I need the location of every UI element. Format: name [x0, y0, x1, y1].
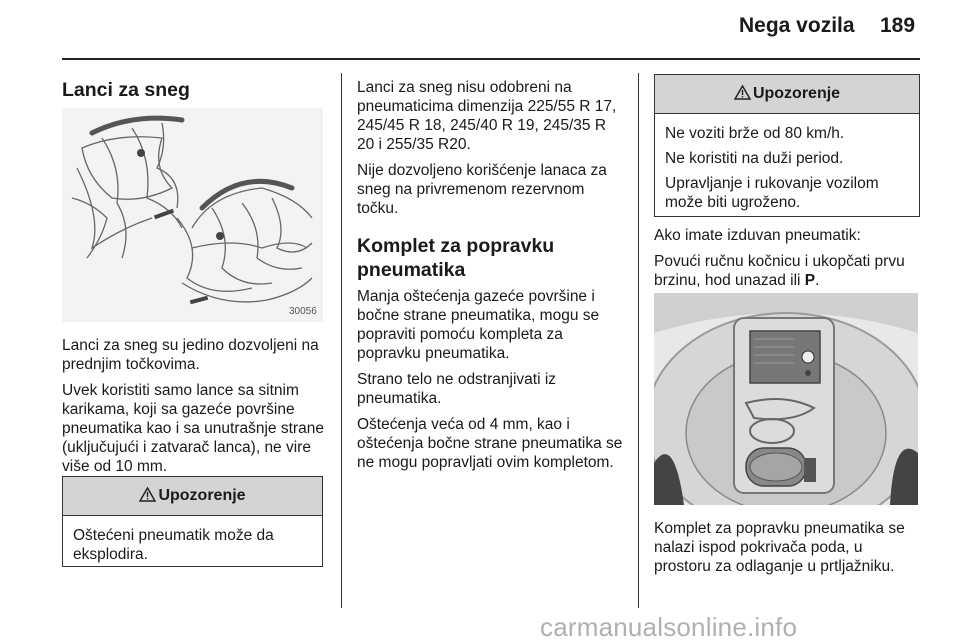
paragraph-end: .	[815, 272, 820, 289]
figure-id: 30056	[289, 306, 317, 317]
paragraph: Ako imate izduvan pneumatik:	[654, 227, 861, 244]
paragraph: Oštećenja veća od 4 mm, kao i oštećenja bočne strane pneumatika se ne mogu popravljati ovim kompletom.	[357, 416, 623, 471]
paragraph: Strano telo ne odstranjivati iz pneumatika.	[357, 371, 557, 407]
warning-header	[63, 477, 322, 516]
paragraph: Uvek koristiti samo lance sa sitnim karikama, koji sa gazeće površine pneumatika kao i sa unutrašnje strane (uključujući i zatvarač lanca), ne vire više od 10 mm.	[62, 382, 324, 475]
left-column-heading-wrap	[62, 78, 332, 102]
right-column-text-bottom	[654, 519, 922, 583]
left-column-text	[62, 336, 330, 483]
trunk-repair-kit-illustration	[654, 293, 918, 505]
warning-text: Oštećeni pneumatik može da eksplodira.	[73, 527, 274, 563]
paragraph	[654, 252, 920, 290]
column-divider-1	[341, 73, 342, 608]
warning-line: Upravljanje i rukovanje vozilom može biti ugroženo.	[665, 175, 879, 211]
watermark: carmanualsonline.info	[540, 612, 798, 642]
paragraph: Nije dozvoljeno korišćenje lanaca za sneg na privremenom rezervnom točku.	[357, 162, 607, 217]
warning-line: Ne koristiti na duži period.	[665, 150, 844, 167]
section-heading-snow-chains: Lanci za sneg	[62, 79, 190, 101]
warning-triangle-icon	[734, 85, 751, 100]
gear-p-label: P	[804, 272, 816, 289]
warning-header	[655, 75, 919, 114]
paragraph-text: Povući ručnu kočnicu i ukopčati prvu brzinu, hod unazad ili	[654, 253, 905, 289]
page-number: 189	[880, 14, 916, 37]
column-divider-2	[638, 73, 639, 608]
paragraph: Lanci za sneg nisu odobreni na pneumaticima dimenzija 225/55 R 17, 245/45 R 18, 245/40 R 19, 245/35 R 20 i 255/35 R20.	[357, 79, 617, 153]
warning-body	[655, 114, 919, 224]
warning-box-right	[654, 74, 920, 217]
snow-chains-drawing	[62, 108, 323, 322]
repair-kit-drawing	[654, 293, 918, 505]
middle-column-text	[357, 78, 627, 479]
warning-triangle-icon	[139, 487, 156, 502]
paragraph: Lanci za sneg su jedino dozvoljeni na prednjim točkovima.	[62, 337, 319, 373]
warning-box-left	[62, 476, 323, 567]
snow-chains-illustration	[62, 108, 323, 322]
warning-title: Upozorenje	[752, 85, 841, 102]
warning-body	[63, 516, 322, 576]
right-column-text-top	[654, 226, 920, 297]
paragraph: Manja oštećenja gazeće površine i bočne strane pneumatika, mogu se popraviti pomoću kompleta za popravku pneumatika.	[357, 288, 600, 362]
page-header-title: Nega vozila	[739, 14, 855, 37]
header-divider	[62, 58, 920, 60]
warning-title: Upozorenje	[158, 487, 246, 504]
section-heading-repair-kit: Komplet za popravku pneumatika	[357, 235, 555, 281]
warning-line: Ne voziti brže od 80 km/h.	[665, 125, 845, 142]
paragraph: Komplet za popravku pneumatika se nalazi ispod pokrivača poda, u prostoru za odlaganje u prtljažniku.	[654, 520, 905, 575]
